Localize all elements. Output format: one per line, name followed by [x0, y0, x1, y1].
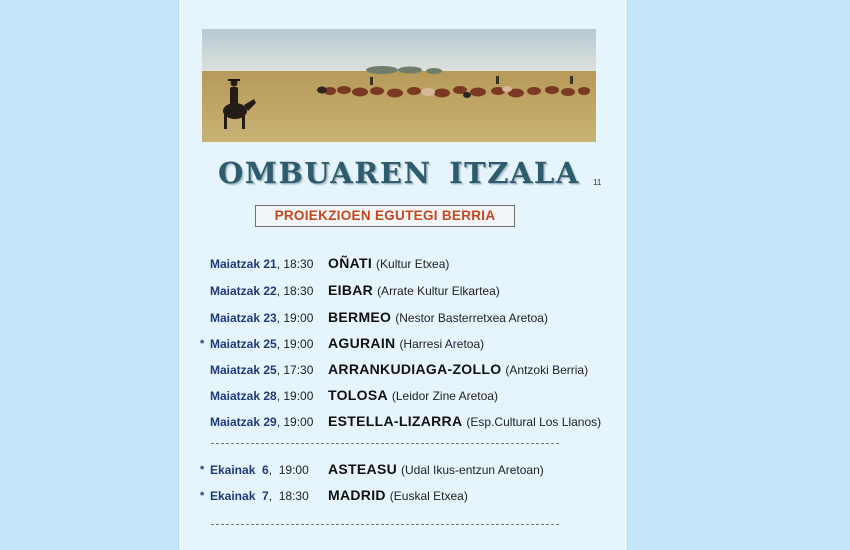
- schedule-subtitle: PROIEKZIOEN EGUTEGI BERRIA: [255, 205, 515, 227]
- screening-date: Maiatzak 21, 18:30: [210, 257, 314, 271]
- screening-time: , 18:30: [276, 284, 314, 298]
- screening-venue: (Kultur Etxea): [376, 257, 450, 271]
- page-number: 11: [593, 178, 602, 187]
- screening-date: Maiatzak 25, 17:30: [210, 363, 314, 377]
- screening-time: , 19:00: [276, 337, 314, 351]
- section-divider: [211, 443, 559, 444]
- section-divider: [211, 524, 559, 525]
- screening-time: , 19:00: [276, 311, 314, 325]
- screening-place: MADRID (Euskal Etxea): [328, 487, 468, 503]
- screening-venue: (Antzoki Berria): [505, 363, 589, 377]
- screening-place: ARRANKUDIAGA-ZOLLO (Antzoki Berria): [328, 361, 589, 377]
- screening-venue: (Harresi Aretoa): [399, 337, 485, 351]
- screening-time: , 19:00: [276, 389, 314, 403]
- document-title: OMBUAREN ITZALA: [218, 156, 580, 190]
- screening-date: Ekainak 6, 19:00: [210, 463, 309, 477]
- header-photo-gaucho-cattle: [202, 29, 596, 142]
- screening-place: ESTELLA-LIZARRA (Esp.Cultural Los Llanos): [328, 413, 602, 429]
- screening-date: Maiatzak 29, 19:00: [210, 415, 314, 429]
- screening-date: Maiatzak 22, 18:30: [210, 284, 314, 298]
- screening-time: , 18:30: [268, 489, 309, 503]
- screening-venue: (Arrate Kultur Elkartea): [377, 284, 500, 298]
- screening-place: EIBAR (Arrate Kultur Elkartea): [328, 282, 500, 298]
- screening-time: , 19:00: [268, 463, 309, 477]
- screening-place: TOLOSA (Leidor Zine Aretoa): [328, 387, 498, 403]
- screening-date: Maiatzak 25, 19:00: [210, 337, 314, 351]
- screening-place: BERMEO (Nestor Basterretxea Aretoa): [328, 309, 548, 325]
- screening-venue: (Esp.Cultural Los Llanos): [466, 415, 602, 429]
- screening-venue: (Leidor Zine Aretoa): [391, 389, 498, 403]
- screening-venue: (Euskal Etxea): [389, 489, 468, 503]
- screening-place: OÑATI (Kultur Etxea): [328, 255, 450, 271]
- screening-date: Maiatzak 23, 19:00: [210, 311, 314, 325]
- new-date-marker: *: [200, 490, 205, 502]
- screening-date: Ekainak 7, 18:30: [210, 489, 309, 503]
- screening-venue: (Udal Ikus-entzun Aretoan): [401, 463, 544, 477]
- screening-date: Maiatzak 28, 19:00: [210, 389, 314, 403]
- screening-time: , 18:30: [276, 257, 314, 271]
- screening-place: AGURAIN (Harresi Aretoa): [328, 335, 485, 351]
- new-date-marker: *: [200, 464, 205, 476]
- screening-venue: (Nestor Basterretxea Aretoa): [395, 311, 548, 325]
- screening-time: , 17:30: [276, 363, 314, 377]
- screening-time: , 19:00: [276, 415, 314, 429]
- new-date-marker: *: [200, 338, 205, 350]
- screening-place: ASTEASU (Udal Ikus-entzun Aretoan): [328, 461, 544, 477]
